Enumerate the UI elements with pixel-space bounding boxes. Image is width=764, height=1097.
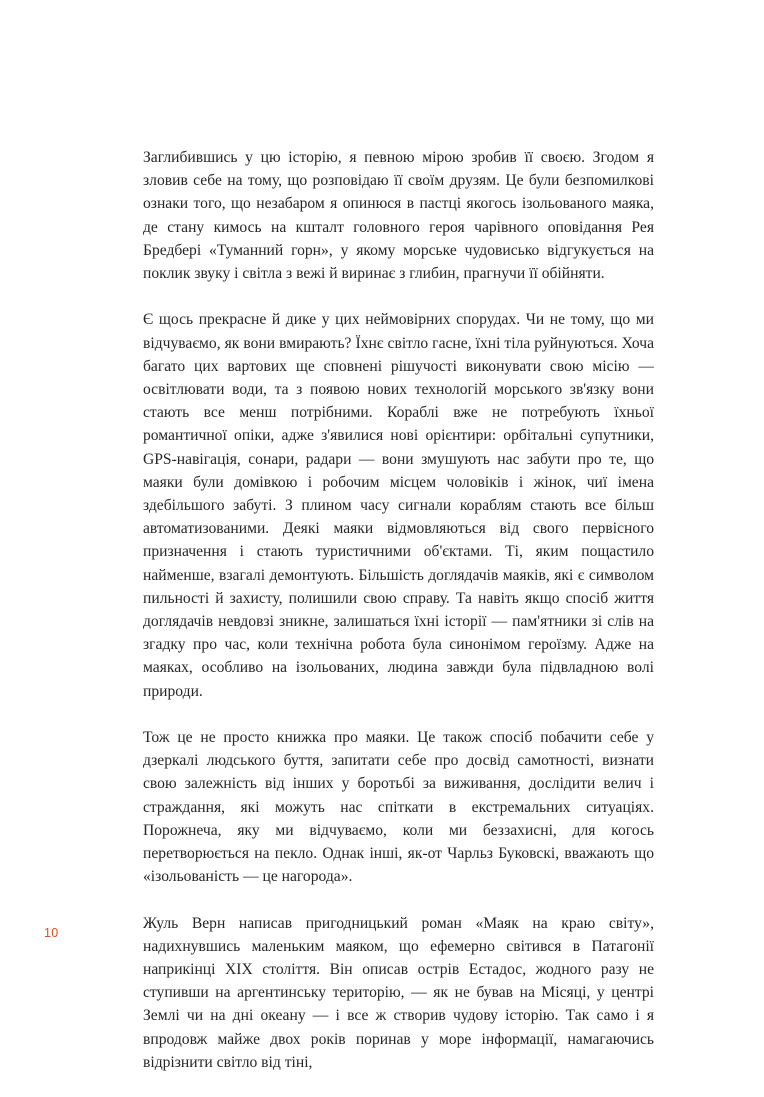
paragraph-1: Заглибившись у цю історію, я певною мірою зробив її своєю. Згодом я зловив себе на тому, що розповідаю її своїм друзям. Це були безпомилкові ознаки того, що незабаром я опинюся в пастці якогось ізольованого маяка, де стану кимось на кшталт головного героя чарівного оповідання Рея Бредбері «Туманний горн», у якому морське чудовисько відгукується на поклик звуку і світла з вежі й виринає з глибин, прагнучи її обійняти. [143,149,654,283]
paragraph-4: Жуль Верн написав пригодницький роман «Маяк на краю світу», надихнувшись маленьким маяком, що ефемерно світився в Патагонії наприкінці XIX століття. Він описав острів Естадос, жодного разу не ступивши на аргентинську територію, — як не бував на Місяці, у центрі Землі чи на дні океану — і все ж створив чудову історію. Так само і я впродовж майже двох років поринав у море інформації, намагаючись відрізнити світло від тіні, [143,914,654,1071]
page-number: 10 [44,926,59,940]
paragraph-2: Є щось прекрасне й дике у цих неймовірних спорудах. Чи не тому, що ми відчуваємо, як вони вмирають? Їхнє світло гасне, їхні тіла руйнуються. Хоча багато цих вартових ще сповнені рішучості виконувати свою місію — освітлювати води, та з появою нових технологій морського зв'язку вони стають все менш потрібними. Кораблі вже не потребують їхньої романтичної опіки, адже з'явилися нові орієнтири: орбітальні супутники, GPS-навігація, сонари, радари — вони змушують нас забути про те, що маяки були домівкою і робочим місцем чоловіків і жінок, чиї імена здебільшого забуті. З плином часу сигнали кораблям стають все більш автоматизованими. Деякі маяки відмовляються від свого первісного призначення і стають туристичними об'єктами. Ті, яким пощастило найменше, взагалі демонтують. Більшість доглядачів маяків, які є символом пильності й захисту, полишили свою справу. Та навіть якщо спосіб життя доглядачів невдовзі зникне, залишаться їхні історії — пам'ятники зі слів на згадку про час, коли технічна робота була синонімом героїзму. Адже на маяках, особливо на ізольованих, людина завжди була підвладною волі природи. [143,311,654,700]
paragraph-3: Тож це не просто книжка про маяки. Це також спосіб побачити себе у дзеркалі людського буття, запитати себе про досвід самотності, визнати свою залежність від інших у боротьбі за виживання, дослідити велич і страждання, які можуть нас спіткати в екстремальних ситуаціях. Порожнеча, яку ми відчуваємо, коли ми беззахисні, для когось перетворюється на пекло. Однак інші, як-от Чарльз Буковскі, вважають що «ізольованість — це нагорода». [143,729,654,886]
body-text [143,146,654,1097]
